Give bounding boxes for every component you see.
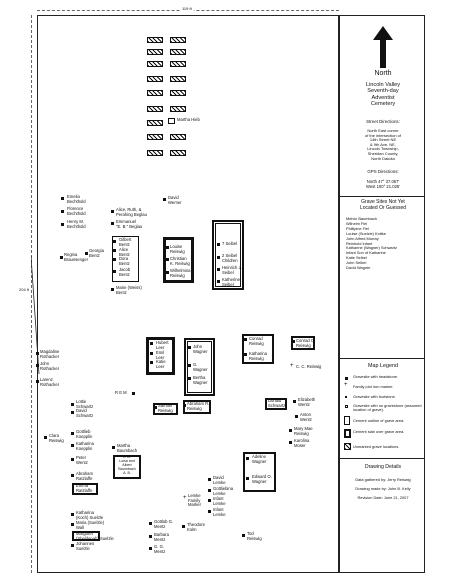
grave-samuel: Samuel Reiswig: [158, 403, 173, 413]
grave-bertha: Bertha Wagner: [193, 375, 208, 385]
top-dimension-label: 119 ft: [182, 6, 192, 11]
grave-gg-mentz: G. G. Mentz: [154, 544, 166, 554]
grave-dora: Dora Bentz: [119, 256, 130, 266]
left-dimension-label: 204 ft: [19, 287, 30, 292]
grave-karolina: Karolina Moser: [294, 438, 310, 448]
grave-jacob-bentz: Jacob Bentz: [119, 267, 131, 277]
info-panel: [339, 15, 425, 573]
grave-tod: Tod Reiswig: [247, 531, 262, 541]
grave-gottliebina: Gottliebina Lemke: [213, 486, 234, 496]
plus-lemke: +: [183, 495, 187, 501]
gps-heading: GPS Directions:: [367, 169, 399, 174]
legend-heading: Map Legend: [368, 363, 398, 369]
grave-katharina-reiswig: Katharina Reiswig: [249, 351, 267, 361]
grave-luisa-albert: L. B. Luisa and Albert Baumbach A. B.: [118, 455, 136, 475]
legend-cement-slab-icon: [344, 429, 351, 438]
grave-infant-lemke: Infant Lemke: [213, 496, 226, 506]
grave-seibel-children: 2 Seibel Children: [222, 253, 238, 263]
cc-reiswig-label: C. C. Reiswig: [296, 364, 322, 369]
grave-adeline: Adeline Wagner: [252, 454, 267, 464]
legend-cement-slab: Cement slab over grave area.: [353, 429, 405, 434]
legend-iron-marker: Family plot iron marker.: [353, 384, 394, 389]
grave-conrad-reiswig: Conrad Reiswig: [249, 336, 264, 346]
grave-emil: Emil Leer: [156, 350, 165, 360]
legend-unmarked-icon: [344, 443, 351, 450]
grave-seibel-7: 7 Seibel: [222, 241, 238, 246]
legend-cement-outline-icon: [344, 416, 350, 425]
street-directions: North East corner of the intersection of 14th Street NE & 9th Ave. NE, Lincoln Township, Sheridan County, North Dakota: [364, 128, 402, 161]
grave-lottie: Lottie Schwartz: [76, 399, 94, 409]
grave-abraham-ratzlaffe: Abraham Ratzlaffe: [76, 471, 93, 481]
drawing-heading: Drawing Details: [364, 464, 402, 470]
grave-theodore: Theodore Kolm: [187, 522, 205, 532]
grave-regina: Regina Braunsenger: [64, 252, 88, 262]
grave-edward: Edward O. Wagner: [252, 474, 272, 484]
grave-john-rothacker: John Rothacker: [40, 361, 60, 371]
street-heading: Street Directions:: [366, 119, 400, 124]
legend-footstone-icon: [345, 396, 347, 398]
grave-christian: Christian K. Reiswig: [170, 256, 190, 266]
grave-alice-ruth: Alice, Ruth, & Perahing Beglau: [116, 207, 147, 217]
grave-margaret: Margaret (Sheldenah) Suelzle: [76, 531, 114, 541]
legend-cement-outline: Cement outline of grave area.: [353, 418, 405, 423]
rem-label: R E M: [115, 390, 127, 395]
grave-gilbert: Gilbert Bentz: [119, 237, 132, 247]
grave-katharina-suelzle: Katharina (Koch) Suelzle: [76, 510, 104, 520]
grave-infant-lemke-2: Infant Lemke: [213, 507, 226, 517]
grave-katharina-k: Katharina Koepplin: [76, 441, 94, 451]
grave-barbara: Barbara Mentz: [154, 532, 169, 542]
grave-mary-mae: Mary Mae Reiswig: [294, 426, 313, 436]
grave-magdaline: Magdaline Rothacker: [40, 349, 60, 359]
grave-david-schwartz: David Schwartz: [76, 408, 94, 418]
grave-katherine-seibel: Katherine Seibel: [222, 277, 240, 287]
grave-peter: Peter Wentz: [76, 455, 88, 465]
grave-emmanuel: Emmanuel "E. B." Beglau: [116, 219, 143, 229]
grave-larenz: Larenz Rothacker: [40, 377, 60, 387]
grave-hubert: Hubert Leer: [156, 340, 169, 350]
drawing-gathered: Data gathered by: Jerry Reiswig: [355, 477, 411, 482]
plus-cc-reiswig: +: [290, 363, 294, 369]
grave-johannes: Johannes Suelzle: [76, 541, 95, 551]
grave-david-lemke: David Lemke: [213, 475, 226, 485]
grave-florence: Florence Bechthold: [67, 206, 86, 216]
grave-clara: Clara Reiswig: [49, 433, 64, 443]
grave-david-werner: David Werner: [168, 195, 182, 205]
grave-abraham-r: Abraham R. Reiswig: [187, 401, 210, 411]
grave-alice-bentz: Alice Bentz: [119, 247, 130, 257]
legend-unmarked: Unmarked grave locations.: [353, 444, 400, 449]
grave-donald: Donald Schwartz: [268, 398, 286, 408]
grave-wilhelmina: Wilhelmina Reiswig: [170, 268, 191, 278]
cemetery-title: Lincoln Valley Seventh-day Adventist Cemetery: [365, 82, 401, 108]
grave-john-wagner: John Wagner: [193, 344, 208, 354]
lemke-family-marker: Lemke Family Marker: [188, 493, 202, 508]
grave-henry: Henry M. Bechthold: [67, 219, 86, 229]
grave-maria-suelzle: Maria (Suelzle) Wall: [76, 520, 105, 530]
grave-katie-leer: Katie Leer: [156, 359, 166, 369]
drawing-made: Drawing made by: John B. Kelly: [355, 486, 411, 491]
legend-headstone: Gravesite with headstone.: [353, 374, 398, 379]
grave-emelia: Emelia Bechthold: [67, 194, 86, 204]
grave-elizabeth: Elizabeth Wentz: [298, 397, 316, 407]
drawing-revision: Revision Date: June 21, 2007: [357, 495, 409, 500]
grave-gottlob: Gottlob G. Mentz: [154, 519, 174, 529]
grave-g-wagner: G. Wagner: [193, 362, 208, 372]
grave-heinrich: Heinrich J. Seibel: [222, 265, 242, 275]
legend-iron-marker-icon: +: [344, 382, 348, 388]
not-located-heading: Grave Sites Not Yet Located Or Guessed: [359, 199, 407, 211]
grave-emma: Emma Ratzlaffe: [76, 483, 93, 493]
legend-no-stone-icon: [345, 405, 348, 408]
grave-conrad-c: Conrad C. Reiswig: [296, 338, 316, 348]
north-arrow-icon: [373, 26, 393, 68]
legend-headstone-icon: [345, 377, 348, 380]
legend-no-stone: Gravesite with no gravestone (assumed location of grave).: [353, 403, 422, 413]
grave-georgia: Georgia Bentz: [89, 248, 104, 258]
not-located-list: Melvin Baumbach Wilhelm Fiel Phillipine Fiel Louise (Suelzle) Kottke John Alfred Murray Reinhold Infant Katharine (Wagner) Schwartz Infant Son of Katharine Katie Seibel John Seibel David Wagner: [346, 216, 397, 271]
martha-hieb-label: Martha Hieb: [177, 117, 200, 122]
grave-anton: Anton Wentz: [300, 412, 312, 422]
north-label: North: [374, 70, 392, 77]
grave-louise-reiswig: Louise Reiswig: [170, 244, 185, 254]
grave-gottlieb-k: Gottlieb Koepplin: [76, 429, 93, 439]
gps-directions: North 47° 37.067' West 100° 21.025': [365, 179, 401, 189]
legend-footstone: Gravesite with footstone.: [353, 394, 396, 399]
grave-marie-bentz: Marie (Weiss) Bentz: [116, 285, 142, 295]
martha-hieb-marker: [168, 118, 175, 124]
grave-martha-b: Martha Baumbach: [117, 443, 138, 453]
